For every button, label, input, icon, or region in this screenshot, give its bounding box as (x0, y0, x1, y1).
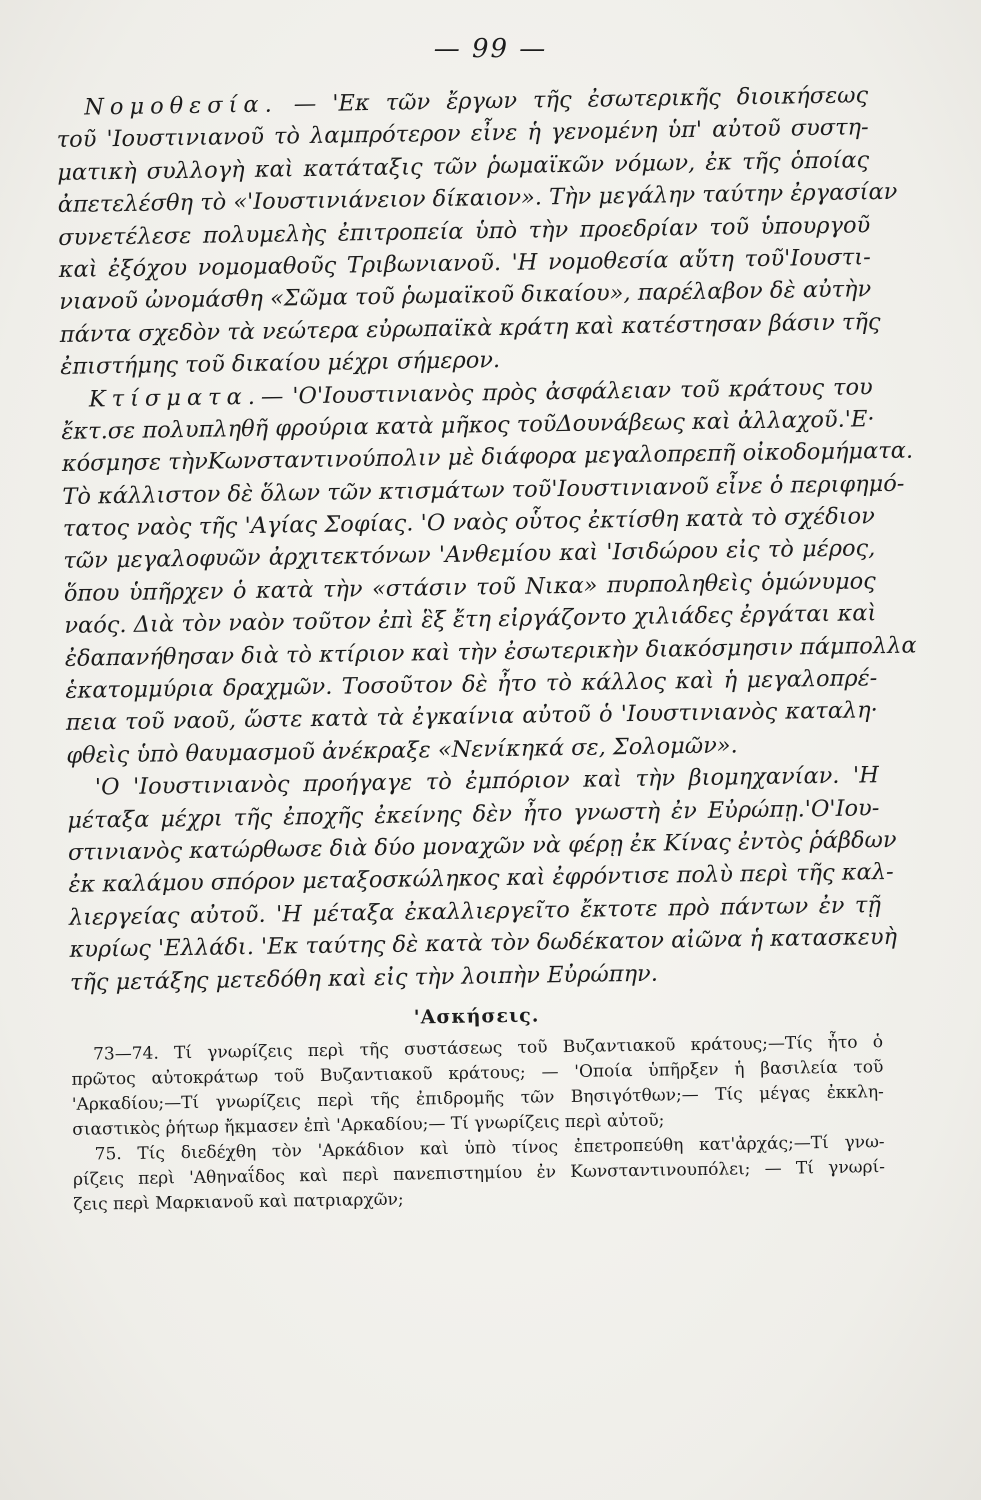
paragraph-buildings-line: τῶν μεγαλοφυῶν ἀρχιτεκτόνων 'Ανθεμίου καὶ 'Ισιδώρου εἰς τὸ μέρος, (63, 535, 876, 575)
paragraph-commerce-line: στινιανὸς κατώρθωσε διὰ δύο μοναχῶν νὰ φέρῃ ἐκ Κίνας ἐντὸς ῥάβδων (67, 826, 897, 866)
paragraph-commerce-line: μέταξα μέχρι τῆς ἐποχῆς ἐκείνης δὲν ἦτο γνωστὴ ἐν Εὐρώπῃ.'Ο'Ιου- (67, 794, 880, 834)
paragraph-legislation-line: ἀπετελέσθη τὸ «'Ιουστινιάνειον δίκαιον». Τὴν μεγάλην ταύτην ἐργασίαν (57, 178, 898, 219)
exercise-line: πρῶτος αὐτοκράτωρ τοῦ Βυζαντιακοῦ κράτους; — 'Οποία ὑπῆρξεν ἡ βασιλεία τοῦ (71, 1057, 884, 1090)
exercise-line: 75. Τίς διεδέχθη τὸν 'Αρκάδιον καὶ ὑπὸ τίνος ἐπετροπεύθη κατ'ἀρχάς;—Τί γνω- (94, 1132, 885, 1165)
exercises-heading: 'Ασκήσεις. (413, 1004, 540, 1029)
section-title-buildings: Κτίσματα. (88, 383, 262, 413)
paragraph-buildings-line: Κτίσματα.— 'Ο'Ιουστινιανὸς πρὸς ἀσφάλειαν τοῦ κράτους του (88, 373, 873, 413)
section-title-legislation: Νομοθεσία. (84, 91, 278, 121)
paragraph-buildings-line: τατος ναὸς τῆς 'Αγίας Σοφίας. 'Ο ναὸς οὗτος ἐκτίσθη κατὰ τὸ σχέδιον (62, 503, 875, 543)
paragraph-buildings-line: ἐδαπανήθησαν διὰ τὸ κτίριον καὶ τὴν ἐσωτερικὴν διακόσμησιν πάμπολλα (64, 632, 917, 672)
paragraph-buildings-line: πεια τοῦ ναοῦ, ὥστε κατὰ τὰ ἐγκαίνια αὐτοῦ ὁ 'Ιουστινιανὸς καταλη· (65, 697, 879, 737)
paragraph-legislation-line: Νομοθεσία. — 'Εκ τῶν ἔργων τῆς ἐσωτερικῆς διοικήσεως (84, 82, 869, 121)
exercise-line: ρίζεις περὶ 'Αθηναΐδος καὶ περὶ πανεπιστημίου ἐν Κωνσταντινουπόλει; — Τί γνωρί- (72, 1157, 886, 1190)
paragraph-legislation-line: συνετέλεσε πολυμελὴς ἐπιτροπεία ὑπὸ τὴν προεδρίαν τοῦ ὑπουργοῦ (58, 211, 871, 251)
paragraph-legislation-line: τοῦ 'Ιουστινιανοῦ τὸ λαμπρότερον εἶνε ἡ γενομένη ὑπ' αὐτοῦ συστη- (56, 114, 869, 154)
paragraph-legislation-line: καὶ ἐξόχου νομομαθοῦς Τριβωνιανοῦ. 'Η νομοθεσία αὕτη τοῦ'Ιουστι- (58, 244, 871, 283)
exercise-line: ζεις περὶ Μαρκιανοῦ καὶ πατριαρχῶν; (73, 1189, 404, 1215)
paragraph-buildings-line: φθεὶς ὑπὸ θαυμασμοῦ ἀνέκραξε «Νενίκηκά σε, Σολομῶν». (66, 732, 738, 769)
paragraph-buildings-line: ὅπου ὑπῆρχεν ὁ κατὰ τὴν «στάσιν τοῦ Νικα» πυρποληθεὶς ὁμώνυμος (63, 568, 876, 607)
paragraph-legislation-line: πάντα σχεδὸν τὰ νεώτερα εὐρωπαϊκὰ κράτη καὶ κατέστησαν βάσιν τῆς (59, 308, 881, 348)
paragraph-legislation-line: ματικὴ συλλογὴ καὶ κατάταξις τῶν ῥωμαϊκῶν νόμων, ἐκ τῆς ὁποίας (57, 147, 870, 186)
paragraph-commerce-line: ἐκ καλάμου σπόρον μεταξοσκώληκος καὶ ἐφρόντισε πολὺ περὶ τῆς καλ- (68, 859, 894, 899)
page-body (56, 79, 917, 1218)
paragraph-buildings-line: Τὸ κάλλιστον δὲ ὅλων τῶν κτισμάτων τοῦ'Ιουστινιανοῦ εἶνε ὁ περιφημό- (62, 470, 905, 510)
paragraph-legislation-line: νιανοῦ ὠνομάσθη «Σῶμα τοῦ ῥωμαϊκοῦ δικαίου», παρέλαβον δὲ αὐτὴν (59, 276, 872, 316)
exercise-line: σιαστικὸς ῥήτωρ ἤκμασεν ἐπὶ 'Αρκαδίου;— Τί γνωρίζεις περὶ αὐτοῦ; (72, 1110, 665, 1140)
paragraph-legislation-line: ἐπιστήμης τοῦ δικαίου μέχρι σήμερον. (60, 347, 501, 381)
paragraph-buildings-line: ἔκτ.σε πολυπληθῆ φρούρια κατὰ μῆκος τοῦΔουνάβεως καὶ ἀλλαχοῦ.'Ε· (61, 406, 875, 445)
paragraph-buildings-line: κόσμησε τὴνΚωνσταντινούπολιν μὲ διάφορα μεγαλοπρεπῆ οἰκοδομήματα. (61, 437, 914, 478)
paragraph-commerce-line: 'Ο 'Ιουστινιανὸς προήγαγε τὸ ἐμπόριον καὶ τὴν βιομηχανίαν. 'Η (94, 762, 880, 801)
paragraph-commerce-line: λιεργείας αὐτοῦ. 'Η μέταξα ἐκαλλιεργεῖτο ἔκτοτε πρὸ πάντων ἐν τῇ (68, 891, 882, 931)
paragraph-commerce-line: τῆς μετάξης μετεδόθη καὶ εἰς τὴν λοιπὴν Εὐρώπην. (69, 960, 659, 996)
exercise-line: 73—74. Τί γνωρίζεις περὶ τῆς συστάσεως τοῦ Βυζαντιακοῦ κράτους;—Τίς ἦτο ὁ (92, 1032, 884, 1065)
paragraph-buildings-line: ἑκατομμύρια δραχμῶν. Τοσοῦτον δὲ ἦτο τὸ κάλλος καὶ ἡ μεγαλοπρέ- (65, 665, 878, 704)
paragraph-commerce-line: κυρίως 'Ελλάδι. 'Εκ ταύτης δὲ κατὰ τὸν δωδέκατον αἰῶνα ἡ κατασκευὴ (69, 924, 898, 964)
page-number: — 99 — (433, 34, 548, 64)
exercise-line: 'Αρκαδίου;—Τί γνωρίζεις περὶ τῆς ἐπιδρομῆς τῶν Βησιγότθων;— Τίς μέγας ἐκκλη- (71, 1082, 884, 1115)
paragraph-buildings-line: ναός. Διὰ τὸν ναὸν τοῦτον ἐπὶ ἓξ ἔτη εἰργάζοντο χιλιάδες ἐργάται καὶ (64, 600, 877, 640)
